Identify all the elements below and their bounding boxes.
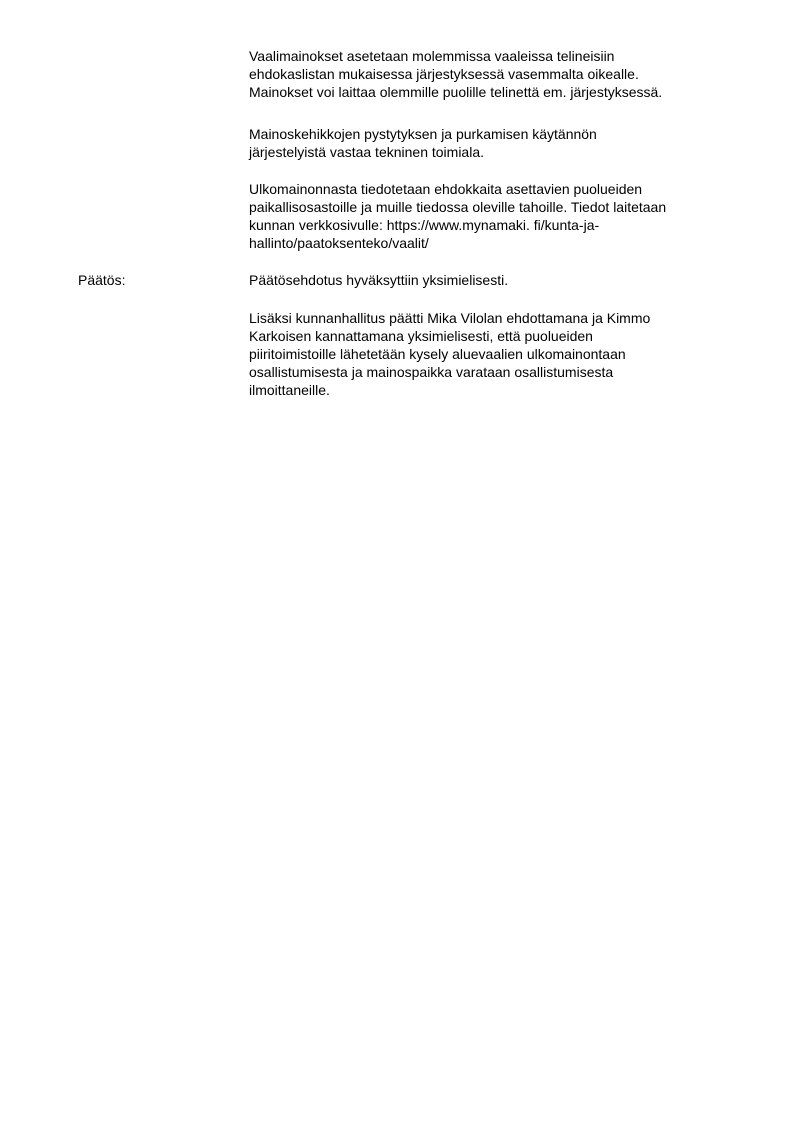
text-line: Lisäksi kunnanhallitus päätti Mika Vilolan ehdottamana ja Kimmo	[249, 310, 651, 326]
text-line: hallinto/paatoksenteko/vaalit/	[249, 235, 429, 251]
text-line: Karkoisen kannattamana yksimielisesti, että puolueiden	[249, 328, 593, 344]
text-line: Vaalimainokset asetetaan molemmissa vaaleissa telineisiin	[249, 48, 615, 64]
text-line: osallistumisesta ja mainospaikka varataan osallistumisesta	[249, 364, 614, 380]
text-line: Mainokset voi laittaa olemmille puolille telinettä em. järjestyksessä.	[249, 84, 663, 100]
decision-label: Päätös:	[78, 272, 126, 288]
decision-text	[249, 271, 749, 289]
paragraph-additional-decision	[249, 309, 749, 399]
text-line: paikallisosastoille ja muille tiedossa oleville tahoille. Tiedot laitetaan	[249, 199, 667, 215]
paragraph-ad-placement	[249, 47, 749, 101]
text-line: kunnan verkkosivulle: https://www.mynamaki. fi/kunta-ja-	[249, 217, 600, 233]
text-line: Ulkomainonnasta tiedotetaan ehdokkaita asettavien puolueiden	[249, 181, 643, 197]
paragraph-outdoor-advertising-info	[249, 180, 749, 252]
paragraph-frame-setup	[249, 125, 749, 161]
text-line: ehdokaslistan mukaisessa järjestyksessä vasemmalta oikealle.	[249, 66, 639, 82]
text-line: Mainoskehikkojen pystytyksen ja purkamisen käytännön	[249, 126, 597, 142]
text-line: piiritoimistoille lähetetään kysely aluevaalien ulkomainontaan	[249, 346, 626, 362]
text-line: Päätösehdotus hyväksyttiin yksimielisesti.	[249, 272, 509, 288]
text-line: järjestelyistä vastaa tekninen toimiala.	[249, 144, 485, 160]
text-line: ilmoittaneille.	[249, 382, 330, 398]
